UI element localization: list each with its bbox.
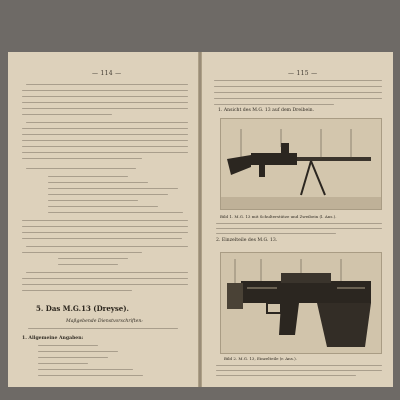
legend-line <box>216 228 382 229</box>
text-line <box>22 290 132 291</box>
figure-2-heading: 2. Einzelteile des M.G. 13. <box>216 238 278 243</box>
text-line <box>214 104 334 105</box>
text-line <box>26 84 188 85</box>
text-line <box>22 96 188 97</box>
text-line <box>26 272 188 273</box>
list-item <box>38 351 118 352</box>
text-line <box>58 264 118 265</box>
text-line <box>22 140 188 141</box>
text-line <box>22 128 188 129</box>
text-line <box>26 168 136 169</box>
text-line <box>22 146 188 147</box>
text-line <box>22 114 112 115</box>
text-line <box>48 176 128 177</box>
list-title: 1. Allgemeine Angaben: <box>22 336 84 341</box>
text-line <box>26 122 188 123</box>
figure-2-image <box>220 252 382 354</box>
open-book <box>8 52 393 387</box>
reference-line <box>28 328 178 329</box>
legend-line <box>216 233 336 234</box>
machine-gun-detail-illustration <box>221 253 381 353</box>
text-line <box>214 86 382 87</box>
legend-line <box>216 370 382 371</box>
text-line <box>48 188 178 189</box>
text-line <box>22 102 188 103</box>
machine-gun-bipod-illustration <box>221 119 381 209</box>
right-page <box>202 52 393 387</box>
section-title: 5. Das M.G.13 (Dreyse). <box>36 304 129 313</box>
list-item <box>38 345 98 346</box>
legend-line <box>216 375 356 376</box>
text-line <box>22 232 188 233</box>
text-line <box>22 158 142 159</box>
text-line <box>22 90 188 91</box>
text-line <box>22 226 188 227</box>
text-line <box>22 134 188 135</box>
section-subtitle: Maßgebende Dienstvorschriften: <box>66 319 143 324</box>
figure-1-heading: 1. Ansicht des M.G. 13 auf dem Dreibein. <box>218 108 315 113</box>
text-line <box>48 200 138 201</box>
text-line <box>214 98 382 99</box>
text-line <box>58 258 128 259</box>
text-line <box>22 108 188 109</box>
text-line <box>26 246 188 247</box>
text-line <box>22 152 188 153</box>
text-line <box>22 278 188 279</box>
text-line <box>22 252 142 253</box>
left-page-number: — 114 — <box>92 70 122 77</box>
legend-line <box>216 223 382 224</box>
text-line <box>48 212 183 213</box>
figure-2-caption: Bild 2. M.G. 13, Einzelteile (r. Ans.). <box>224 356 297 361</box>
list-item <box>38 369 133 370</box>
list-item <box>38 357 108 358</box>
text-line <box>214 92 382 93</box>
legend-line <box>216 365 382 366</box>
figure-1-image <box>220 118 382 210</box>
text-line <box>22 238 182 239</box>
text-line <box>22 284 188 285</box>
text-line <box>48 206 158 207</box>
text-line <box>48 182 148 183</box>
text-line <box>22 220 188 221</box>
list-item <box>38 375 143 376</box>
text-line <box>48 194 168 195</box>
figure-1-caption: Bild 1. M.G. 13 mit Schulterstütze und Zweibein (l. Ans.). <box>220 214 337 219</box>
left-page <box>8 52 198 387</box>
list-item <box>38 363 88 364</box>
text-line <box>214 80 382 81</box>
right-page-number: — 115 — <box>288 70 318 77</box>
